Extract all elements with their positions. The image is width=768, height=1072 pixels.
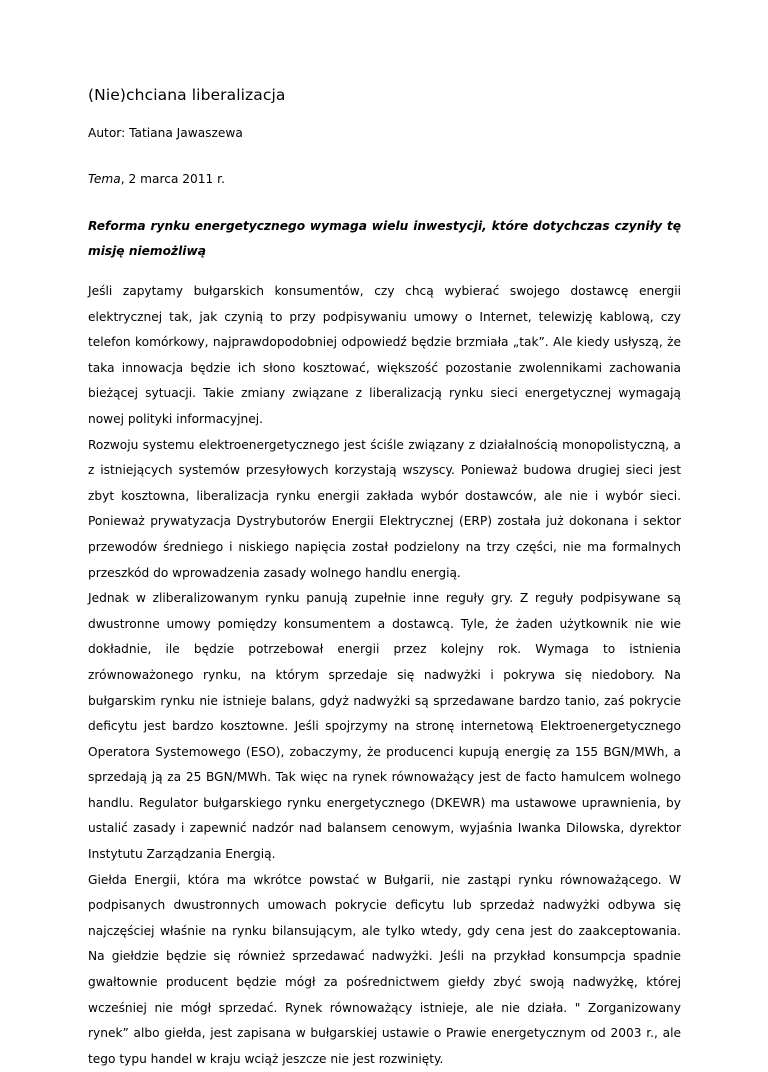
- body-paragraph: Giełda Energii, która ma wkrótce powstać w Bułgarii, nie zastąpi rynku równoważącego. W podpisanych dwustronnych umowach pokrycie deficytu lub sprzedaż nadwyżki odbywa się najczęściej właśnie na rynku bilansującym, ale tylko wtedy, gdy cena jest do zaakceptowania. Na giełdzie będzie się również sprzedawać nadwyżki. Jeśli na przykład konsumpcja spadnie gwałtownie producent będzie mógł za pośrednictwem giełdy zbyć swoją nadwyżkę, której wcześniej nie mógł sprzedać. Rynek równoważący istnieje, ale nie działa. " Zorganizowany rynek” albo giełda, jest zapisana w bułgarskiej ustawie o Prawie energetycznym od 2003 r., ale tego typu handel w kraju wciąż jeszcze nie jest rozwinięty.: [88, 872, 681, 1066]
- page-title: (Nie)chciana liberalizacja: [88, 86, 286, 104]
- publication-date: , 2 marca 2011 r.: [120, 172, 225, 186]
- body-paragraph: Rozwoju systemu elektroenergetycznego jest ściśle związany z działalnością monopolistyczną, a z istniejących systemów przesyłowych korzystają wszyscy. Ponieważ budowa drugiej sieci jest zbyt kosztowna, liberalizacja rynku energii zakłada wybór dostawców, ale nie i wybór sieci. Ponieważ prywatyzacja Dystrybutorów Energii Elektrycznej (ERP) została już dokonana i sektor przewodów średniego i niskiego napięcia został podzielony na trzy części, nie ma formalnych przeszkód do wprowadzenia zasady wolnego handlu energią.: [88, 437, 681, 580]
- source-date-line: [88, 172, 225, 186]
- body-paragraph: Jeśli zapytamy bułgarskich konsumentów, czy chcą wybierać swojego dostawcę energii elektrycznej tak, jak czynią to przy podpisywaniu umowy o Internet, telewizję kablową, czy telefon komórkowy, najprawdopodobniej odpowiedź będzie brzmiała „tak”. Ale kiedy usłyszą, że taka innowacja będzie ich słono kosztować, większość pozostanie zwolennikami zachowania bieżącej sytuacji. Takie zmiany związane z liberalizacją rynku sieci energetycznej wymagają nowej polityki informacyjnej.: [88, 284, 681, 426]
- article-lead: Reforma rynku energetycznego wymaga wielu inwestycji, które dotychczas czyniły tę misję niemożliwą: [88, 219, 681, 258]
- publication-name: Tema: [88, 172, 121, 186]
- author-line: Autor: Tatiana Jawaszewa: [88, 126, 243, 140]
- article-body: [88, 279, 681, 1072]
- body-paragraph: Jednak w zliberalizowanym rynku panują zupełnie inne reguły gry. Z reguły podpisywane są dwustronne umowy pomiędzy konsumentem a dostawcą. Tyle, że żaden użytkownik nie wie dokładnie, ile będzie potrzebował energii przez kolejny rok. Wymaga to istnienia zrównoważonego rynku, na którym sprzedaje się nadwyżki i pokrywa się niedobory. Na bułgarskim rynku nie istnieje balans, gdyż nadwyżki są sprzedawane bardzo tanio, zaś pokrycie deficytu jest bardzo kosztowne. Jeśli spojrzymy na stronę internetową Elektroenergetycznego Operatora Systemowego (ESO), zobaczymy, że producenci kupują energię za 155 BGN/MWh, a sprzedają ją za 25 BGN/MWh. Tak więc na rynek równoważący jest de facto hamulcem wolnego handlu. Regulator bułgarskiego rynku energetycznego (DKEWR) ma ustawowe uprawnienia, by ustalić zasady i zapewnić nadzór nad balansem cenowym, wyjaśnia Iwanka Dilowska, dyrektor Instytutu Zarządzania Energią.: [88, 591, 681, 862]
